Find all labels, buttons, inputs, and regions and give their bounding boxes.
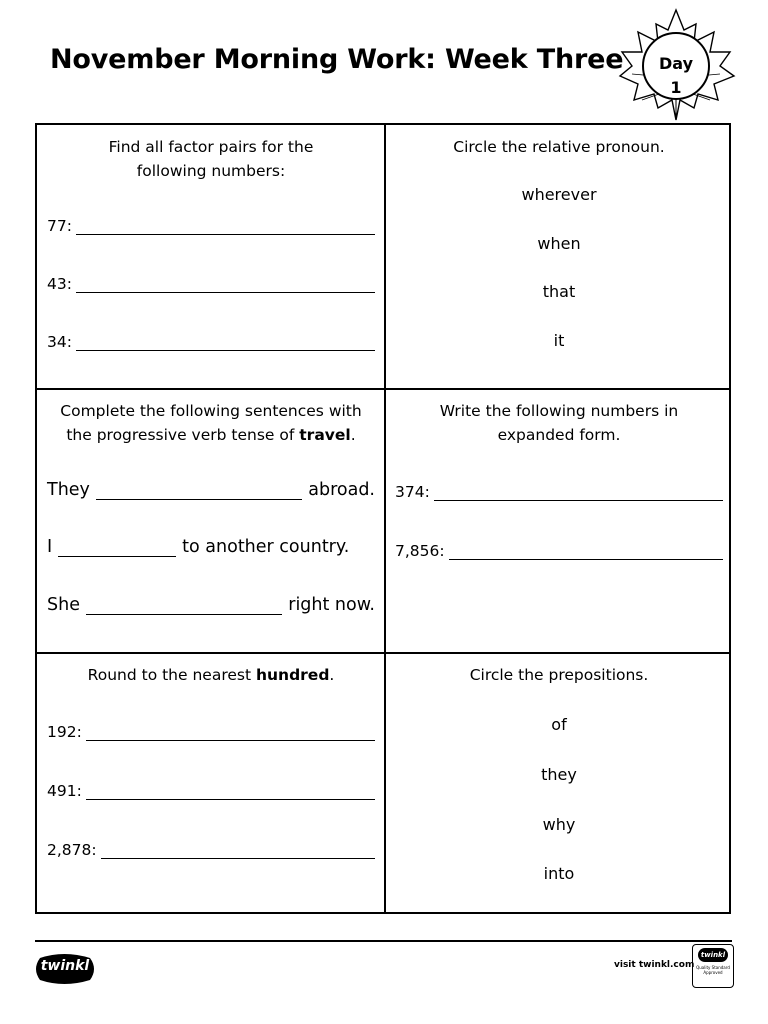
prepositions-instruction: Circle the prepositions. [469,666,649,684]
answer-line[interactable] [47,782,375,800]
word-option[interactable]: wherever [521,185,597,204]
answer-line[interactable] [47,217,375,235]
sentence-end: abroad. [308,480,375,500]
footer-divider [35,940,732,942]
item-label: 374: [395,483,430,501]
blank[interactable] [434,486,723,501]
qa-text: Quality Standard Approved [696,965,730,975]
relative-pronoun-cell [395,125,723,388]
verb-tense-cell [47,389,375,652]
sentence-start: She [47,595,80,615]
visit-link[interactable]: visit twinkl.com [614,960,695,970]
prepositions-cell [395,653,723,914]
word-option[interactable]: that [542,282,576,301]
worksheet-grid [35,123,731,914]
answer-line[interactable] [47,723,375,741]
verb-instruction [47,399,375,447]
pronoun-instruction: Circle the relative pronoun. [453,138,665,156]
blank[interactable] [86,726,375,741]
item-label: 34: [47,333,72,351]
instruction-bold: travel [299,426,351,444]
rounding-cell [47,653,375,914]
sentence-start: They [47,480,90,500]
sentence [47,537,375,557]
item-label: 77: [47,217,72,235]
blank[interactable] [76,336,375,351]
sentence [47,480,375,500]
blank[interactable] [76,278,375,293]
instruction-text: Complete the following sentences with the progressive verb tense of [60,402,362,444]
word-option[interactable]: it [553,331,565,350]
instruction-text: . [329,666,335,684]
expanded-instruction: Write the following numbers in expanded form. [439,402,679,444]
item-label: 192: [47,723,82,741]
word-option[interactable]: they [541,765,577,784]
day-label [618,52,734,100]
grid-divider [384,125,386,912]
sentence-end: right now. [288,595,375,615]
item-label: 2,878: [47,841,97,859]
answer-line[interactable] [47,275,375,293]
day-word: Day [658,54,693,73]
day-number: 1 [670,78,682,97]
answer-line[interactable] [395,542,723,560]
factor-pairs-cell [47,125,375,388]
quality-standard-badge [692,944,734,988]
factor-instruction: Find all factor pairs for the following numbers: [108,138,314,180]
instruction-text: Round to the nearest [87,666,256,684]
blank[interactable] [58,540,176,557]
logo-text: twinkl [40,958,90,974]
instruction-bold: hundred [255,666,330,684]
word-option[interactable]: why [542,815,576,834]
blank[interactable] [86,598,282,615]
page-title: November Morning Work: Week Three [50,44,624,75]
word-option[interactable]: when [537,234,581,253]
blank[interactable] [86,785,375,800]
item-label: 7,856: [395,542,445,560]
blank[interactable] [101,844,375,859]
item-label: 43: [47,275,72,293]
word-option[interactable]: of [551,715,567,734]
day-badge [618,8,738,124]
blank[interactable] [449,545,723,560]
round-instruction [47,663,375,687]
sentence-end: to another country. [182,537,350,557]
sentence-start: I [47,537,53,557]
expanded-form-cell [395,389,723,652]
word-option[interactable]: into [543,864,575,883]
blank[interactable] [76,220,375,235]
instruction-text: . [350,426,356,444]
answer-line[interactable] [395,483,723,501]
qa-logo: twinkl [698,948,728,962]
twinkl-logo [34,952,96,986]
answer-line[interactable] [47,841,375,859]
blank[interactable] [96,483,302,500]
item-label: 491: [47,782,82,800]
sentence [47,595,375,615]
answer-line[interactable] [47,333,375,351]
